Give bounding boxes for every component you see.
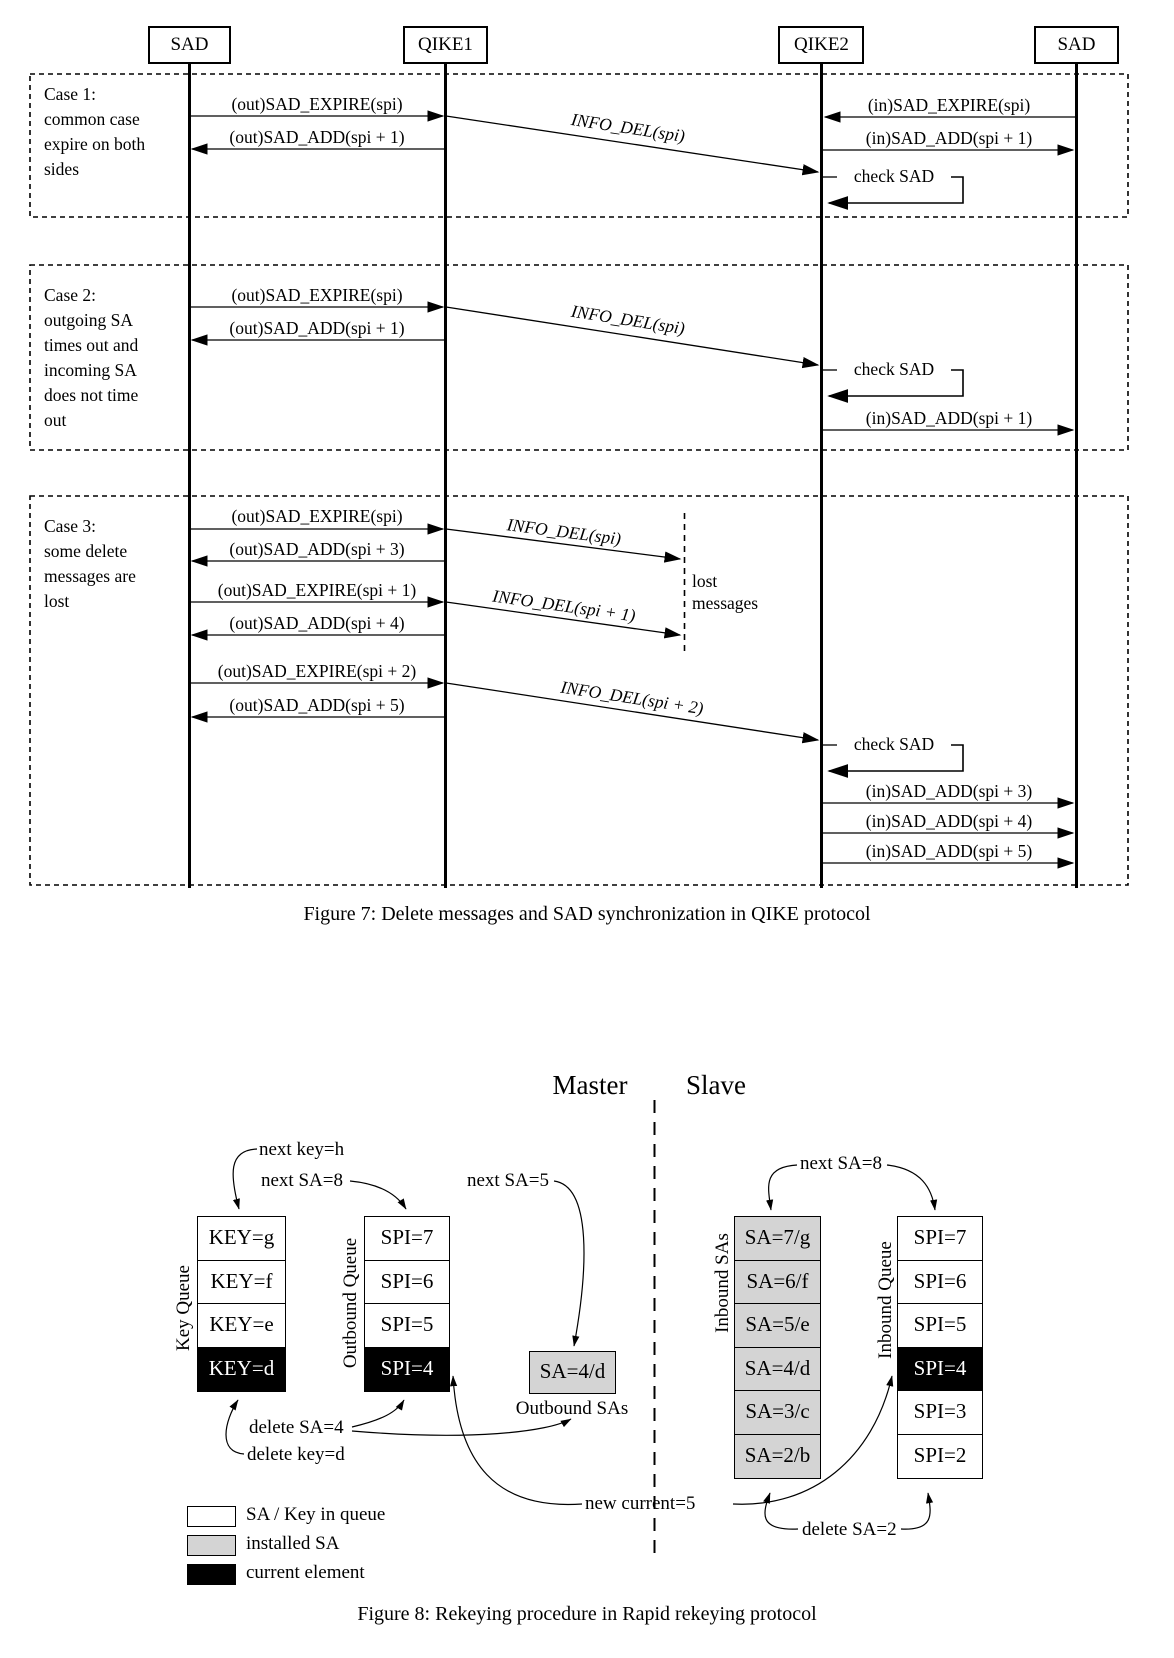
message-label: (out)SAD_ADD(spi + 4): [229, 613, 405, 633]
lost-messages-note: [692, 570, 758, 614]
fig7-actor-boxes: [149, 27, 1118, 63]
message-label: (out)SAD_EXPIRE(spi + 2): [217, 661, 417, 681]
queue-cell: SPI=7: [364, 1216, 450, 1261]
message-label: (out)SAD_EXPIRE(spi): [231, 94, 403, 114]
installed-sa-cell: SA=3/c: [734, 1390, 821, 1435]
next-sa5-label: next SA=5: [467, 1170, 549, 1191]
check-sad-label: check SAD: [853, 359, 935, 379]
legend-swatch-current: [187, 1564, 236, 1585]
next-key-arrow: [233, 1149, 257, 1209]
case-label-line: Case 3:: [44, 516, 97, 536]
info-del-label: INFO_DEL(spi): [505, 514, 623, 549]
legend-label-installed: installed SA: [246, 1533, 340, 1554]
next-sa8-slave-label: next SA=8: [800, 1153, 882, 1174]
message-label: (out)SAD_EXPIRE(spi): [231, 506, 403, 526]
case1-label: [44, 82, 145, 182]
message-label: (out)SAD_ADD(spi + 3): [229, 539, 405, 559]
case-label-line: times out and: [44, 335, 139, 355]
info-del-label: INFO_DEL(spi): [569, 109, 687, 146]
next-sa8-slave-left-arrow: [769, 1165, 797, 1210]
case-label-line: lost: [44, 591, 70, 611]
master-label: Master: [552, 1070, 628, 1100]
queue-cell: KEY=f: [197, 1260, 286, 1305]
case-label-line: common case: [44, 109, 140, 129]
case-label-line: out: [44, 410, 67, 430]
delete-sa4-label: delete SA=4: [249, 1417, 344, 1438]
message-label: (in)SAD_ADD(spi + 5): [865, 841, 1033, 861]
info-del-label: INFO_DEL(spi): [569, 300, 687, 339]
legend-swatch-installed: [187, 1535, 236, 1556]
next-key-label: next key=h: [259, 1139, 345, 1160]
next-sa8-master-arrow: [350, 1181, 406, 1209]
message-label: (out)SAD_ADD(spi + 1): [229, 318, 405, 338]
outbound-queue-stack: [364, 1216, 450, 1392]
message-label: (in)SAD_ADD(spi + 1): [865, 408, 1033, 428]
installed-sa-cell: SA=2/b: [734, 1434, 821, 1479]
delete-sa2-left-arrow: [765, 1493, 798, 1529]
next-sa8-master-label: next SA=8: [261, 1170, 343, 1191]
delete-sa2-right-arrow: [901, 1493, 930, 1529]
next-sa8-slave-right-arrow: [887, 1165, 935, 1210]
lost-note-line: lost: [692, 571, 718, 591]
message-label: (out)SAD_ADD(spi + 1): [229, 127, 405, 147]
queue-cell: SPI=3: [897, 1390, 983, 1435]
installed-sa-cell: SA=6/f: [734, 1260, 821, 1305]
case2-label: [44, 283, 138, 433]
message-label: (out)SAD_EXPIRE(spi): [231, 285, 403, 305]
fig8-annotation-arrows: [226, 1149, 935, 1529]
figure7-caption: Figure 7: Delete messages and SAD synchronization in QIKE protocol: [303, 903, 871, 925]
delete-keyd-label: delete key=d: [247, 1444, 345, 1465]
queue-cell: KEY=e: [197, 1303, 286, 1348]
outbound-queue-title: Outbound Queue: [340, 1237, 361, 1369]
case-label-line: some delete: [44, 541, 128, 561]
installed-sa-cell: SA=5/e: [734, 1303, 821, 1348]
actor-label-qike2: QIKE2: [794, 34, 849, 55]
actor-label-sad-left: SAD: [170, 34, 209, 55]
next-sa5-arrow: [554, 1181, 584, 1346]
message-label: (in)SAD_ADD(spi + 4): [865, 811, 1033, 831]
message-label: (in)SAD_ADD(spi + 3): [865, 781, 1033, 801]
inbound-sas-stack: [734, 1216, 821, 1479]
delete-sa2-label: delete SA=2: [802, 1519, 897, 1540]
case-label-line: does not time: [44, 385, 139, 405]
delete-sa4-arrow: [352, 1400, 404, 1427]
figure8-caption: Figure 8: Rekeying procedure in Rapid rekeying protocol: [357, 1603, 817, 1625]
inbound-queue-stack: [897, 1216, 983, 1479]
message-label: (in)SAD_ADD(spi + 1): [865, 128, 1033, 148]
key-queue-stack: [197, 1216, 286, 1392]
case-label-line: outgoing SA: [44, 310, 133, 330]
check-sad-label: check SAD: [853, 734, 935, 754]
case-label-line: Case 2:: [44, 285, 97, 305]
actor-label-qike1: QIKE1: [418, 34, 473, 55]
key-queue-title: Key Queue: [173, 1265, 194, 1351]
inbound-sas-title: Inbound SAs: [712, 1233, 733, 1333]
slave-label: Slave: [686, 1070, 746, 1100]
queue-cell: SPI=7: [897, 1216, 983, 1261]
message-label: (in)SAD_EXPIRE(spi): [867, 95, 1031, 115]
new-current-master-arrow: [453, 1376, 582, 1505]
installed-sa-cell: SA=4/d: [734, 1347, 821, 1392]
outbound-sas-title: Outbound SAs: [515, 1398, 629, 1419]
message-label: (out)SAD_ADD(spi + 5): [229, 695, 405, 715]
info-del-label: INFO_DEL(spi + 2): [559, 676, 705, 719]
lost-note-line: messages: [692, 593, 759, 613]
queue-cell: SPI=6: [364, 1260, 450, 1305]
case3-label: [44, 514, 136, 614]
queue-cell-current: SPI=4: [897, 1347, 983, 1392]
fig7-lifelines: [190, 63, 1077, 888]
installed-sa-cell: SA=7/g: [734, 1216, 821, 1261]
legend-label-current: current element: [246, 1562, 365, 1583]
queue-cell-current: SPI=4: [364, 1347, 450, 1392]
case-label-line: messages are: [44, 566, 136, 586]
inbound-queue-title: Inbound Queue: [875, 1241, 896, 1359]
queue-cell: SPI=5: [897, 1303, 983, 1348]
queue-cell: KEY=g: [197, 1216, 286, 1261]
queue-cell: SPI=2: [897, 1434, 983, 1479]
new-current-label: new current=5: [585, 1493, 696, 1514]
legend-label-queue: SA / Key in queue: [246, 1504, 386, 1525]
case-label-line: Case 1:: [44, 84, 97, 104]
outbound-sa-box: SA=4/d: [529, 1351, 616, 1394]
queue-cell: SPI=6: [897, 1260, 983, 1305]
queue-cell-current: KEY=d: [197, 1347, 286, 1392]
case-label-line: incoming SA: [44, 360, 137, 380]
delete-keyd-arrow: [226, 1400, 244, 1454]
info-del-label: INFO_DEL(spi + 1): [491, 585, 637, 626]
check-sad-label: check SAD: [853, 166, 935, 186]
actor-label-sad-right: SAD: [1057, 34, 1096, 55]
case-label-line: expire on both: [44, 134, 146, 154]
queue-cell: SPI=5: [364, 1303, 450, 1348]
message-label: (out)SAD_EXPIRE(spi + 1): [217, 580, 417, 600]
legend-swatch-queue: [187, 1506, 236, 1527]
case-label-line: sides: [44, 159, 79, 179]
